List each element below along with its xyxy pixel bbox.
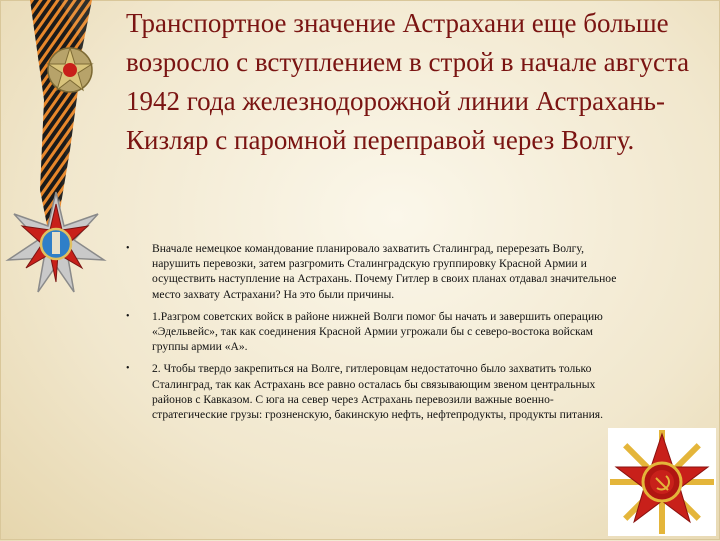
bullet-item [126,241,626,302]
bullet-list [126,241,626,429]
order-of-patriotic-war-icon [4,190,108,294]
bullet-text: Вначале немецкое командование планировало захватить Сталинград, перерезать Волгу, нарушить перевозки, затем разгромить Сталинградскую группировку Красной Армии и осуществить наступление на Астрахань. Почему Гитлер в своих планах отдавал значительное место захвату Астрахани? На это были причины. [152,242,617,301]
bullet-marker: • [126,363,130,375]
bullet-text: 2. Чтобы твердо закрепиться на Волге, гитлеровцам недостаточно было захватить только Сталинград, так как Астрахань все равно осталась бы связывающим звеном центральных районов с Кавказом. С юга на север через Астрахань перевозили важные военно-стратегические грузы: грозненскую, бакинскую нефть, нефтепродукты, продукты питания. [152,362,604,422]
slide-title: Транспортное значение Астрахани еще больше возросло с вступлением в строй в начале августа 1942 года железнодорожной линии Астрахань-Кизляр с паромной переправой через Волгу. [126,8,690,155]
bullet-text: 1.Разгром советских войск в районе нижней Волги помог бы начать и завершить операцию «Эдельвейс», так как соединения Красной Армии угрожали бы с северо-востока войскам группы армии «А». [152,309,603,354]
bullet-marker: • [126,310,130,322]
victory-order-icon [608,428,716,536]
star-medal-icon [46,40,94,98]
victory-order-container [608,428,716,536]
bullet-marker: • [126,243,130,254]
bullet-item [126,361,626,422]
bullet-item [126,309,626,355]
